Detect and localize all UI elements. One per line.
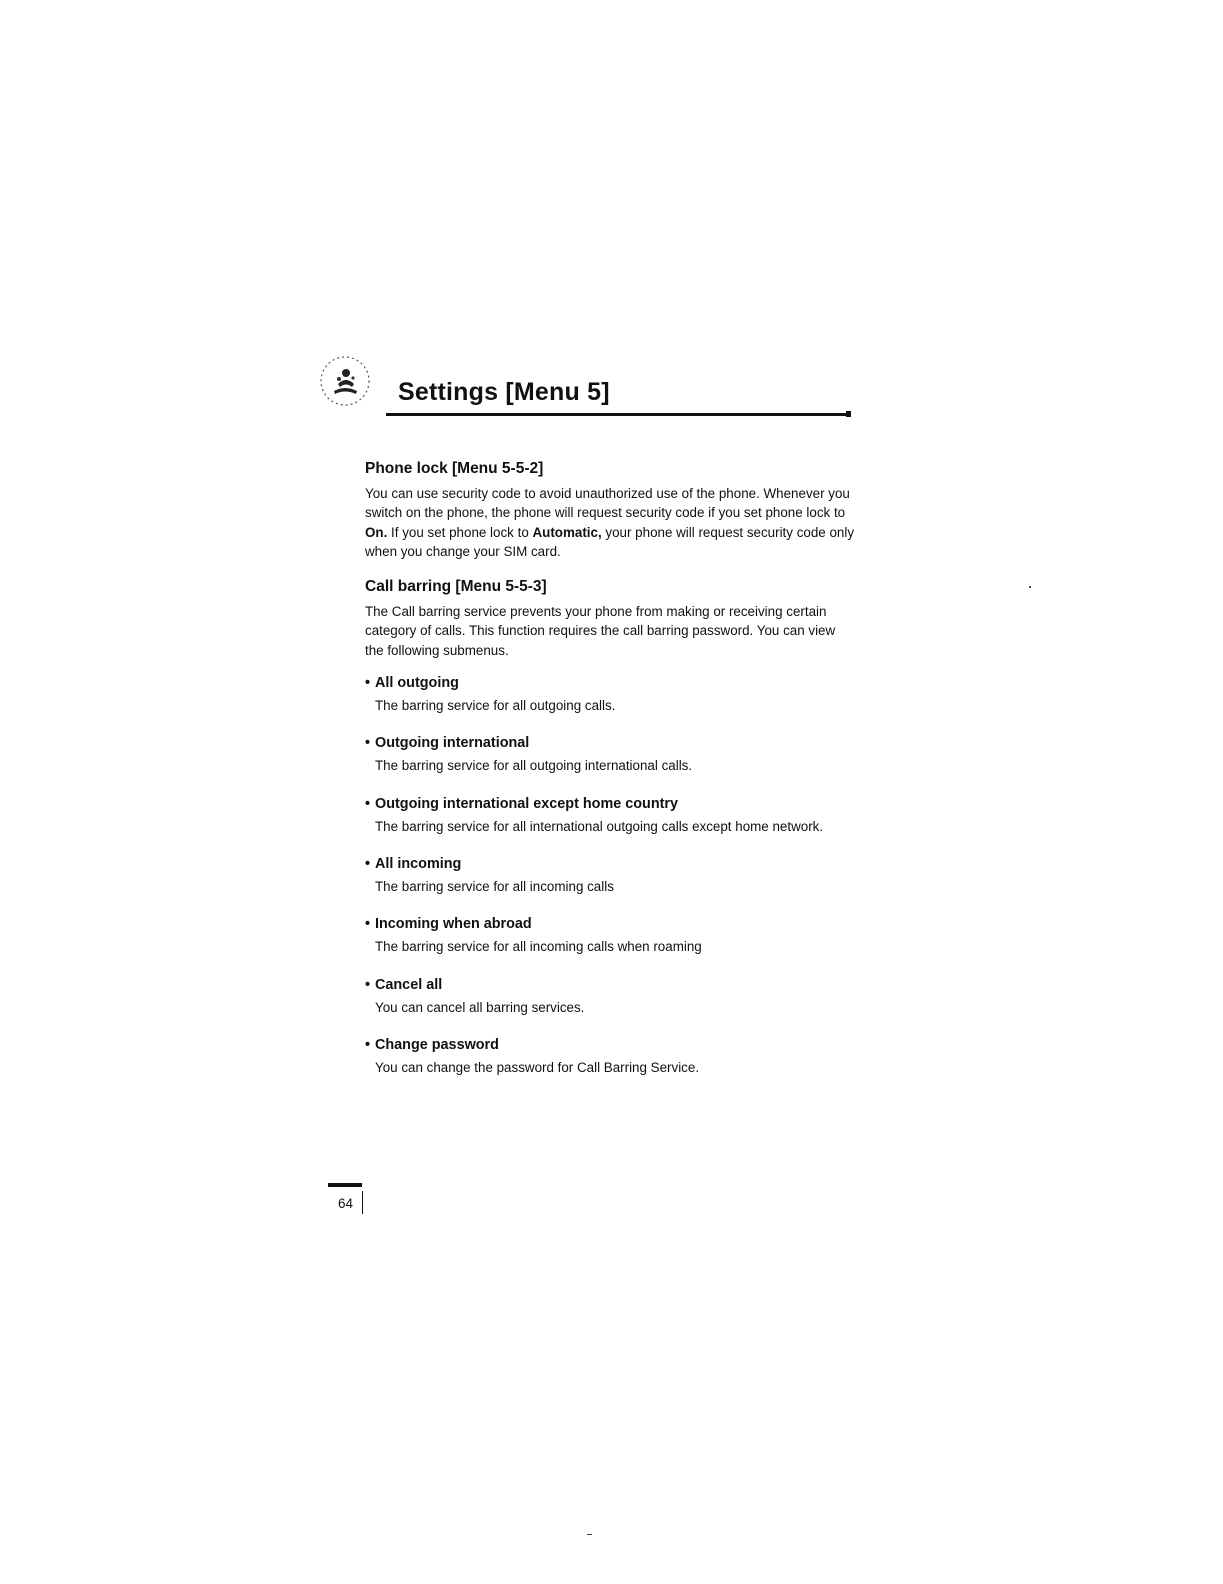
bullet-icon: • bbox=[365, 855, 371, 872]
phone-lock-on: On. bbox=[365, 524, 388, 540]
title-rule-end bbox=[846, 411, 851, 417]
submenu-description: The barring service for all international outgoing calls except home network. bbox=[375, 818, 824, 834]
submenu-description: The barring service for all outgoing calls. bbox=[375, 698, 616, 714]
bullet-icon: • bbox=[365, 976, 371, 993]
call-barring-heading: Call barring [Menu 5-5-3] bbox=[365, 578, 547, 596]
submenu-title: All outgoing bbox=[375, 675, 459, 692]
phone-lock-section bbox=[365, 458, 855, 561]
bullet-icon: • bbox=[365, 1036, 371, 1053]
phone-lock-automatic: Automatic, bbox=[532, 524, 602, 540]
scan-speck bbox=[587, 1534, 592, 1535]
bullet-icon: • bbox=[365, 795, 371, 812]
bullet-icon: • bbox=[365, 916, 371, 933]
phone-lock-heading: Phone lock [Menu 5-5-2] bbox=[365, 460, 544, 477]
list-item bbox=[365, 1035, 855, 1077]
page-number-bar bbox=[328, 1183, 362, 1187]
submenu-title: All incoming bbox=[375, 855, 462, 872]
list-item bbox=[365, 794, 855, 836]
submenu-title: Outgoing international bbox=[375, 735, 530, 752]
phone-lock-text-1: You can use security code to avoid unauthorized use of the phone. Whenever you switch on the phone, the phone will request security code if you set phone lock to bbox=[365, 486, 850, 521]
list-item bbox=[365, 854, 855, 896]
phone-lock-text-2: If you set phone lock to bbox=[387, 524, 533, 540]
call-barring-section bbox=[365, 576, 855, 1077]
bullet-icon: • bbox=[365, 675, 371, 692]
submenu-description: The barring service for all incoming calls bbox=[375, 878, 614, 894]
settings-person-icon bbox=[318, 354, 372, 408]
bullet-icon: • bbox=[365, 735, 371, 752]
submenu-title: Cancel all bbox=[375, 976, 443, 993]
page-number: 64 bbox=[338, 1196, 354, 1211]
submenu-title: Change password bbox=[375, 1036, 499, 1053]
title-rule bbox=[386, 413, 849, 416]
list-item bbox=[365, 975, 855, 1017]
submenu-description: You can cancel all barring services. bbox=[375, 999, 585, 1015]
page-number-divider bbox=[362, 1191, 363, 1214]
list-item bbox=[365, 733, 855, 775]
submenu-title: Outgoing international except home country bbox=[375, 795, 679, 812]
submenu-description: You can change the password for Call Barring Service. bbox=[375, 1059, 700, 1075]
submenu-title: Incoming when abroad bbox=[375, 916, 532, 933]
page-title: Settings [Menu 5] bbox=[398, 378, 610, 406]
submenu-description: The barring service for all outgoing international calls. bbox=[375, 758, 693, 774]
submenu-list bbox=[365, 673, 855, 1077]
call-barring-intro: The Call barring service prevents your phone from making or receiving certain category of calls. This function requires the call barring password. You can view the following submenus. bbox=[365, 604, 836, 658]
page-content bbox=[365, 458, 855, 1095]
phone-lock-paragraph bbox=[365, 484, 855, 561]
phone-lock-text-3: your phone will request security code only when you change your SIM card. bbox=[365, 524, 855, 559]
list-item bbox=[365, 914, 855, 956]
list-item bbox=[365, 673, 855, 715]
submenu-description: The barring service for all incoming calls when roaming bbox=[375, 939, 702, 955]
scan-speck bbox=[1029, 586, 1031, 588]
